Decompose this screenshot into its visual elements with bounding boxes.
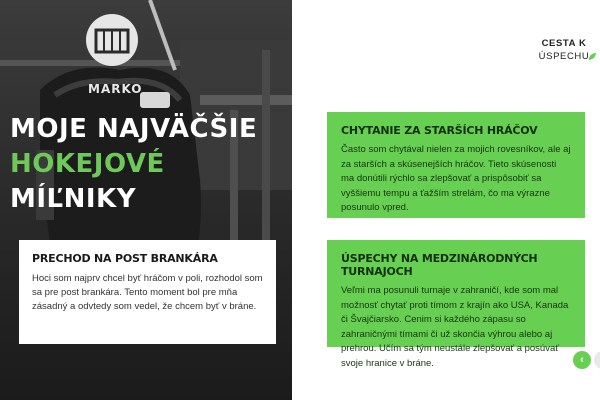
milestone-text: Veľmi ma posunuli turnaje v zahraničí, kde som mal možnosť chytať proti tímom z krajín ako USA, Kanada či Švajčiarsko. Cenim si každého zápasu so zahraničnými tímami či už skončia výhrou alebo aj prehrou. Učím sa tým neustále zlepšovať a posúvať svoje hranice v bráne. (341, 285, 569, 369)
page-title (10, 112, 257, 217)
page-title-line1: MOJE NAJVÄČŠIE (10, 114, 258, 144)
page-title-line2: HOKEJOVÉ (10, 149, 165, 179)
milestone-title: CHYTANIE ZA STARŠÍCH HRÁČOV (341, 124, 538, 137)
leaf-icon (588, 52, 597, 61)
milestone-text: Často som chytával nielen za mojich rovesníkov, ale aj za starších a skúsenejších hráčov. Tieto skúsenosti ma donútili rýchlo sa zlepšovať a prispôsobiť sa vyššiemu tempu a ťažším strelám, čo ma výrazne posunulo vpred. (341, 144, 571, 213)
slider-prev-button[interactable] (573, 351, 591, 369)
page-title-line3: MÍĽNIKY (10, 184, 137, 214)
logo-text-line2: ÚSPECHU (538, 51, 590, 62)
milestone-card-goalie (19, 240, 276, 344)
milestone-text: Hoci som najprv chcel byť hráčom v poli, rozhodol som sa pre post brankára. Tento moment bol pre mňa zásadný a odvtedy som vedel, že chcem byť v bráne. (32, 273, 263, 312)
milestone-title: PRECHOD NA POST BRANKÁRA (32, 252, 218, 265)
logo-text-line1: CESTA K (541, 38, 587, 49)
jersey-name: MARKO (88, 82, 143, 96)
slider-next-button[interactable] (594, 351, 600, 369)
milestone-title: ÚSPECHY NA MEDZINÁRODNÝCH TURNAJOCH (341, 252, 538, 278)
site-logo[interactable] (528, 38, 600, 72)
milestone-card-international (327, 240, 585, 369)
chevron-left-icon: ‹ (580, 354, 584, 366)
milestone-card-older-players (327, 112, 585, 218)
